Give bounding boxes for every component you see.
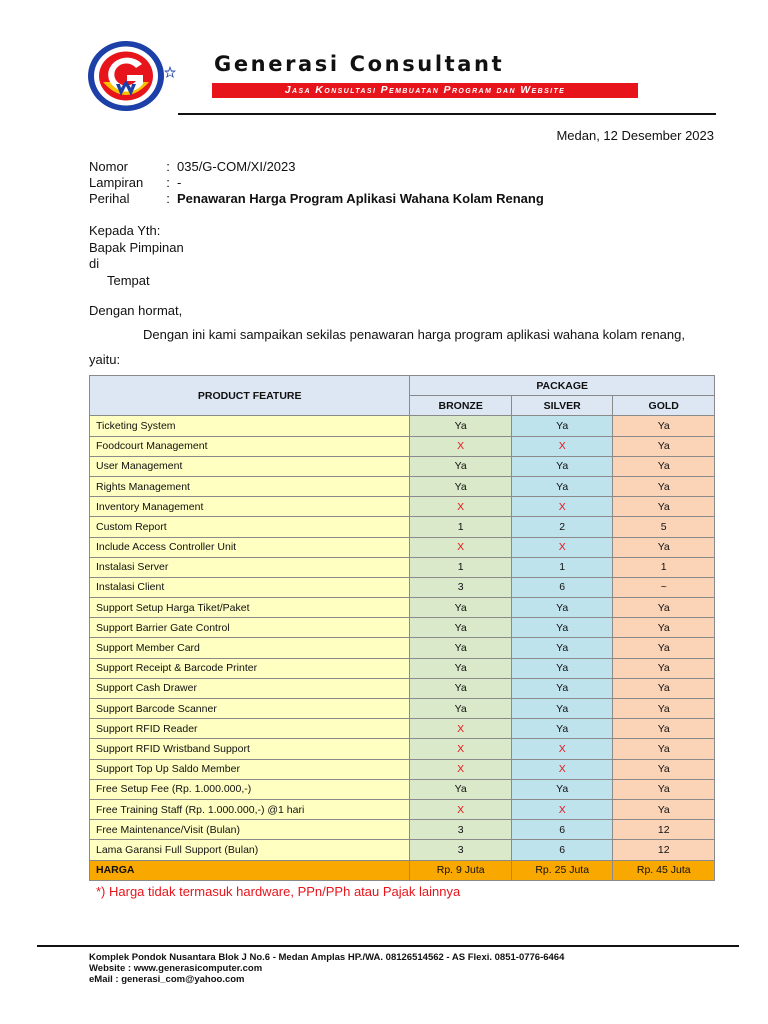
- table-row: [90, 638, 715, 658]
- feature-cell: Support Top Up Saldo Member: [90, 759, 410, 779]
- package-value-cell: Rp. 45 Juta: [613, 860, 715, 880]
- package-value-cell: Ya: [613, 638, 715, 658]
- package-value-cell: Ya: [511, 779, 613, 799]
- package-value-cell: Ya: [511, 699, 613, 719]
- company-logo: [86, 38, 176, 114]
- table-row: [90, 779, 715, 799]
- package-value-cell: 3: [410, 840, 512, 860]
- package-value-cell: Ya: [613, 497, 715, 517]
- table-row: [90, 719, 715, 739]
- package-value-cell: 1: [613, 557, 715, 577]
- package-value-cell: Ya: [410, 598, 512, 618]
- feature-header: PRODUCT FEATURE: [90, 376, 410, 416]
- recipient-line: Tempat: [107, 272, 150, 288]
- company-tagline: Jasa Konsultasi Pembuatan Program dan Website: [212, 83, 638, 98]
- package-value-cell: 6: [511, 840, 613, 860]
- package-value-cell: Ya: [613, 598, 715, 618]
- table-row: [90, 476, 715, 496]
- package-value-cell: Ya: [511, 456, 613, 476]
- feature-cell: Support RFID Reader: [90, 719, 410, 739]
- feature-cell: HARGA: [90, 860, 410, 880]
- package-value-cell: Ya: [613, 779, 715, 799]
- feature-cell: Lama Garansi Full Support (Bulan): [90, 840, 410, 860]
- intro-text-continued: yaitu:: [89, 352, 121, 367]
- package-value-cell: X: [410, 497, 512, 517]
- table-row: [90, 820, 715, 840]
- table-row: [90, 497, 715, 517]
- feature-cell: Support Receipt & Barcode Printer: [90, 658, 410, 678]
- package-value-cell: Rp. 9 Juta: [410, 860, 512, 880]
- package-value-cell: Ya: [410, 416, 512, 436]
- table-row: [90, 517, 715, 537]
- table-row: [90, 456, 715, 476]
- feature-cell: Support Barcode Scanner: [90, 699, 410, 719]
- package-gold-header: GOLD: [613, 396, 715, 416]
- package-value-cell: Ya: [410, 678, 512, 698]
- meta-row-nomor: [89, 158, 544, 174]
- package-value-cell: Ya: [511, 598, 613, 618]
- recipient-line: Bapak Pimpinan: [89, 239, 184, 255]
- package-value-cell: Ya: [410, 476, 512, 496]
- meta-colon: :: [166, 190, 170, 206]
- package-value-cell: X: [511, 537, 613, 557]
- package-value-cell: X: [410, 759, 512, 779]
- price-table: [89, 375, 715, 881]
- price-note: *) Harga tidak termasuk hardware, PPn/PPh atau Pajak lainnya: [96, 884, 461, 899]
- meta-value: -: [177, 174, 182, 190]
- package-value-cell: Ya: [511, 416, 613, 436]
- feature-cell: Support Setup Harga Tiket/Paket: [90, 598, 410, 618]
- footer: [89, 952, 564, 985]
- feature-cell: Ticketing System: [90, 416, 410, 436]
- package-value-cell: Ya: [410, 638, 512, 658]
- table-row: [90, 537, 715, 557]
- price-row: [90, 860, 715, 880]
- feature-cell: Instalasi Server: [90, 557, 410, 577]
- meta-label: Perihal: [89, 190, 130, 206]
- table-row: [90, 416, 715, 436]
- footer-divider: [37, 945, 739, 947]
- header-divider: [178, 113, 716, 115]
- package-value-cell: Ya: [613, 416, 715, 436]
- package-value-cell: Ya: [410, 699, 512, 719]
- table-row: [90, 840, 715, 860]
- feature-cell: Foodcourt Management: [90, 436, 410, 456]
- footer-address: Komplek Pondok Nusantara Blok J No.6 - Medan Amplas HP./WA. 08126514562 - AS Flexi. 0851-0776-6464: [89, 952, 565, 963]
- package-value-cell: X: [410, 799, 512, 819]
- package-value-cell: 12: [613, 820, 715, 840]
- package-value-cell: Ya: [613, 476, 715, 496]
- package-value-cell: 2: [511, 517, 613, 537]
- table-row: [90, 618, 715, 638]
- recipient-line: di: [89, 256, 100, 271]
- feature-cell: Support Barrier Gate Control: [90, 618, 410, 638]
- table-row: [90, 799, 715, 819]
- feature-cell: Support Cash Drawer: [90, 678, 410, 698]
- package-value-cell: 6: [511, 577, 613, 597]
- table-row: [90, 699, 715, 719]
- meta-colon: :: [166, 158, 170, 174]
- package-value-cell: X: [511, 497, 613, 517]
- package-value-cell: X: [410, 537, 512, 557]
- package-value-cell: X: [410, 436, 512, 456]
- package-value-cell: Ya: [511, 638, 613, 658]
- package-silver-header: SILVER: [511, 396, 613, 416]
- package-value-cell: Ya: [613, 658, 715, 678]
- package-value-cell: 1: [410, 517, 512, 537]
- feature-cell: Free Training Staff (Rp. 1.000.000,-) @1 hari: [90, 799, 410, 819]
- package-value-cell: 5: [613, 517, 715, 537]
- letter-date: Medan, 12 Desember 2023: [556, 128, 714, 143]
- meta-colon: :: [166, 174, 170, 190]
- feature-cell: Support RFID Wristband Support: [90, 739, 410, 759]
- package-value-cell: 3: [410, 577, 512, 597]
- table-row: [90, 759, 715, 779]
- recipient-block: [89, 223, 184, 289]
- package-value-cell: Ya: [511, 476, 613, 496]
- package-value-cell: X: [511, 436, 613, 456]
- package-value-cell: 6: [511, 820, 613, 840]
- package-value-cell: 12: [613, 840, 715, 860]
- package-bronze-header: BRONZE: [410, 396, 512, 416]
- feature-cell: User Management: [90, 456, 410, 476]
- meta-row-perihal: [89, 190, 544, 206]
- package-value-cell: 3: [410, 820, 512, 840]
- package-value-cell: 1: [410, 557, 512, 577]
- meta-row-lampiran: [89, 174, 544, 190]
- intro-text: Dengan ini kami sampaikan sekilas penawaran harga program aplikasi wahana kolam renang,: [143, 327, 685, 342]
- table-row: [90, 739, 715, 759]
- table-header-row: [90, 376, 715, 396]
- table-row: [90, 658, 715, 678]
- package-value-cell: Rp. 25 Juta: [511, 860, 613, 880]
- package-value-cell: Ya: [410, 456, 512, 476]
- table-row: [90, 436, 715, 456]
- package-value-cell: Ya: [410, 658, 512, 678]
- package-value-cell: Ya: [613, 618, 715, 638]
- package-value-cell: Ya: [613, 739, 715, 759]
- meta-label: Nomor: [89, 158, 129, 174]
- package-value-cell: Ya: [613, 719, 715, 739]
- package-value-cell: Ya: [511, 678, 613, 698]
- package-value-cell: Ya: [410, 779, 512, 799]
- table-body: [90, 416, 715, 880]
- salutation: Dengan hormat,: [89, 303, 183, 318]
- package-value-cell: Ya: [410, 618, 512, 638]
- letter-meta: [89, 158, 544, 206]
- feature-cell: Include Access Controller Unit: [90, 537, 410, 557]
- package-value-cell: Ya: [613, 436, 715, 456]
- meta-value: 035/G-COM/XI/2023: [177, 158, 296, 174]
- package-value-cell: 1: [511, 557, 613, 577]
- feature-cell: Custom Report: [90, 517, 410, 537]
- package-value-cell: X: [410, 719, 512, 739]
- package-value-cell: Ya: [613, 759, 715, 779]
- package-value-cell: Ya: [613, 537, 715, 557]
- table-row: [90, 557, 715, 577]
- feature-cell: Free Maintenance/Visit (Bulan): [90, 820, 410, 840]
- table-row: [90, 577, 715, 597]
- package-value-cell: Ya: [613, 699, 715, 719]
- package-value-cell: Ya: [613, 799, 715, 819]
- table-row: [90, 678, 715, 698]
- feature-cell: Rights Management: [90, 476, 410, 496]
- package-value-cell: Ya: [511, 618, 613, 638]
- table-row: [90, 598, 715, 618]
- meta-label: Lampiran: [89, 174, 144, 190]
- package-value-cell: Ya: [511, 719, 613, 739]
- feature-cell: Inventory Management: [90, 497, 410, 517]
- company-name: Generasi Consultant: [214, 52, 505, 76]
- package-value-cell: ~: [613, 577, 715, 597]
- footer-website: Website : www.generasicomputer.com: [89, 963, 263, 974]
- feature-cell: Instalasi Client: [90, 577, 410, 597]
- meta-value: Penawaran Harga Program Aplikasi Wahana Kolam Renang: [177, 190, 544, 206]
- recipient-line: Kepada Yth:: [89, 223, 161, 238]
- package-value-cell: X: [511, 799, 613, 819]
- package-value-cell: X: [511, 759, 613, 779]
- package-value-cell: X: [410, 739, 512, 759]
- footer-email: eMail : generasi_com@yahoo.com: [89, 974, 245, 985]
- package-value-cell: Ya: [511, 658, 613, 678]
- package-value-cell: Ya: [613, 678, 715, 698]
- package-value-cell: Ya: [613, 456, 715, 476]
- package-value-cell: X: [511, 739, 613, 759]
- feature-cell: Free Setup Fee (Rp. 1.000.000,-): [90, 779, 410, 799]
- package-header: PACKAGE: [410, 376, 715, 396]
- feature-cell: Support Member Card: [90, 638, 410, 658]
